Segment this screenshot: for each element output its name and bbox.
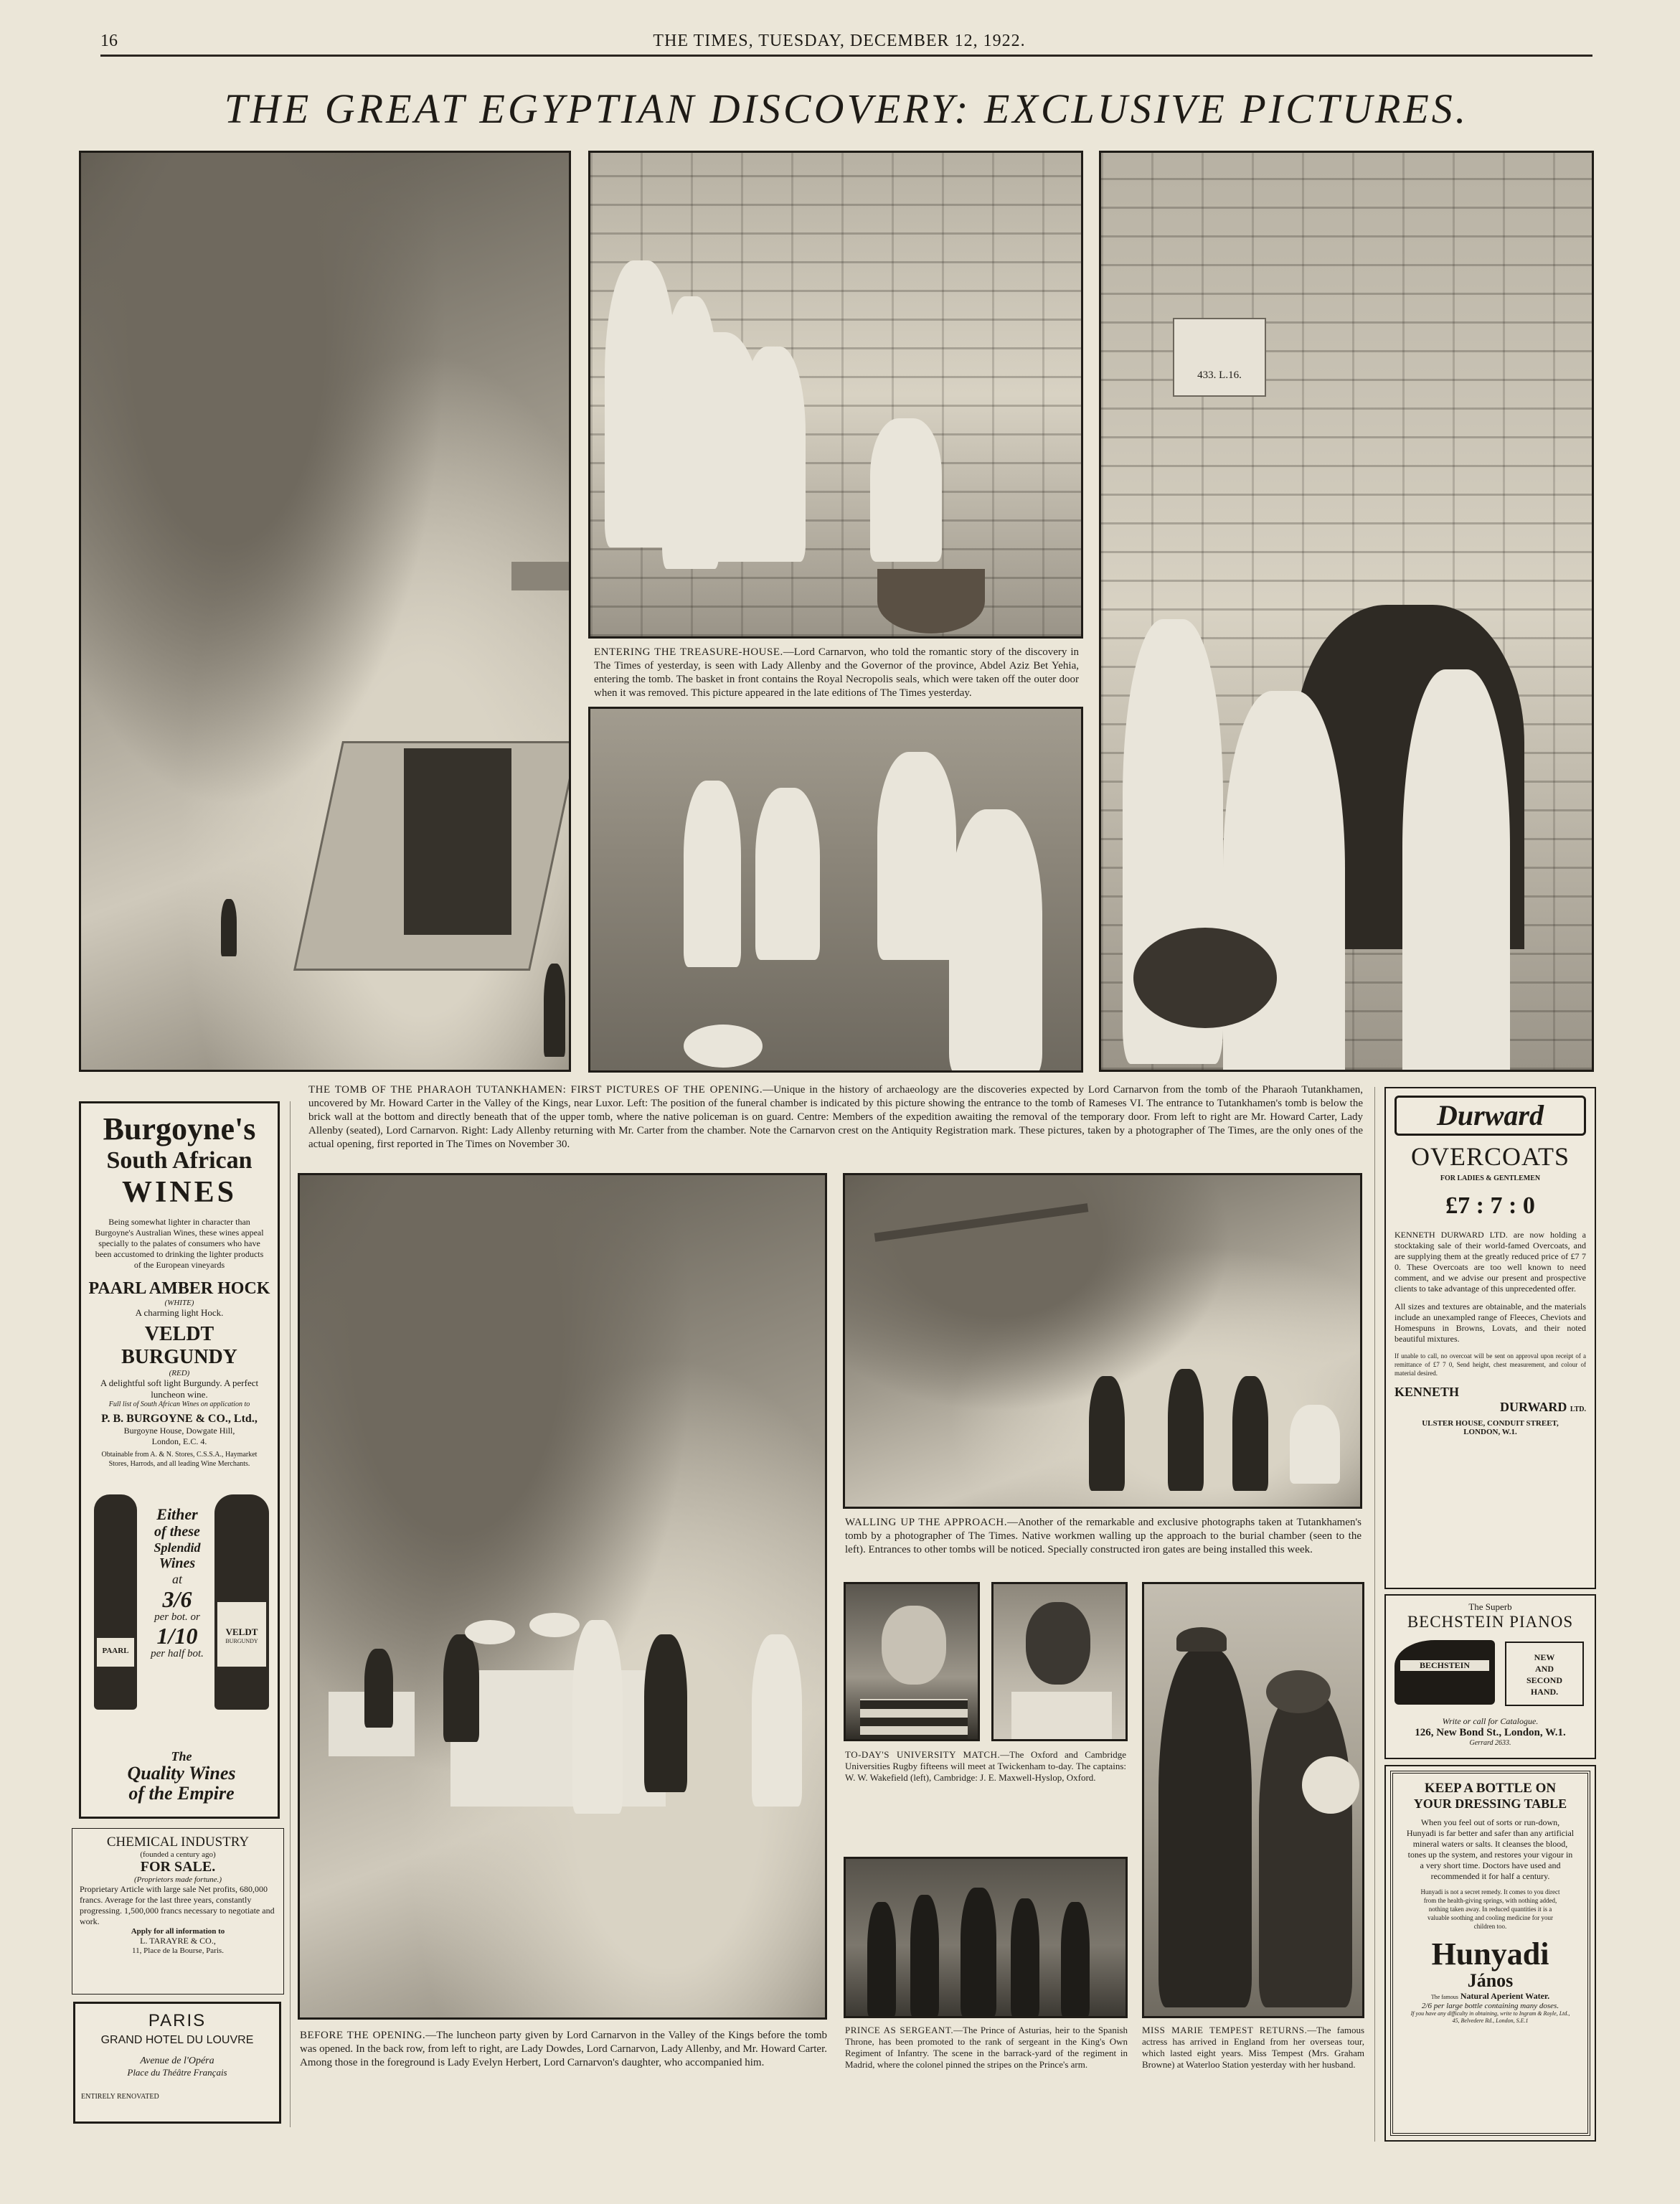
durward-address2: LONDON, W.1. — [1463, 1428, 1517, 1436]
column-rule-right — [1374, 1087, 1375, 2142]
durward-body2: All sizes and textures are obtainable, and the materials include an unexampled range of Fleeces, Cheviots and Homespuns in Browns, Lovats, and their noted beautiful mixtures. — [1395, 1301, 1586, 1344]
photo-maxwell-hyslop — [991, 1582, 1128, 1741]
caption-tempest — [1142, 2025, 1364, 2071]
bechstein-stamp — [1505, 1642, 1584, 1706]
caption-before-lead: BEFORE THE OPENING. — [300, 2030, 426, 2041]
burgoyne-address: Burgoyne House, Dowgate Hill, London, E.C. 4. — [123, 1426, 235, 1446]
burgoyne-slogan2: Quality Wines — [127, 1763, 236, 1784]
burgoyne-price1: 3/6 — [162, 1586, 192, 1612]
ad-burgoyne — [79, 1101, 280, 1819]
burgoyne-brand: Burgoyne's — [103, 1111, 256, 1146]
chemical-body: Proprietary Article with large sale Net profits, 680,000 francs. Average for the last three years, constantly progressing. 1,500,000 francs necessary to negotiate and work. — [80, 1884, 275, 1926]
bottle-veldt-label — [217, 1602, 266, 1667]
hunyadi-body1: When you feel out of sorts or run-down, Hunyadi is far better and safer than any artificial mineral waters or salts. It cleanses the blood, tones up the system, and restores your vigour in a very short time. Doctors have used and recommended it for half a century. — [1406, 1817, 1575, 1881]
headline: THE GREAT EGYPTIAN DISCOVERY: EXCLUSIVE PICTURES. — [224, 85, 1469, 132]
durward-brand: Durward — [1395, 1096, 1586, 1136]
durward-body3: If unable to call, no overcoat will be sent on approval upon receipt of a remittance of £7 7 0, Send height, chest measurement, and colour of material desired. — [1395, 1352, 1586, 1377]
page-number: 16 — [100, 32, 118, 50]
burgoyne-price1-unit: per bot. or — [154, 1611, 200, 1623]
bechstein-plate: BECHSTEIN — [1400, 1660, 1489, 1671]
louvre-hotel: GRAND HOTEL DU LOUVRE — [100, 2034, 254, 2046]
caption-prince-body: —The Prince of Asturias, heir to the Spanish Throne, has been promoted to the rank of sergeant in the King's Own Regiment of Infantry. The scene in the barrack-yard of the regiment in Madrid, where the colonel pinned the stripes on the Prince's arm. — [845, 2025, 1128, 2070]
burgoyne-wine1-desc: A charming light Hock. — [135, 1307, 224, 1318]
burgoyne-company: P. B. BURGOYNE & CO., Ltd., — [101, 1413, 258, 1425]
ad-hunyadi — [1384, 1765, 1596, 2142]
bechstein-stamp2: AND — [1535, 1664, 1554, 1674]
durward-signature2: DURWARD — [1499, 1400, 1567, 1414]
photo-rameses-entrance — [79, 151, 571, 1072]
bechstein-stamp3: SECOND — [1526, 1675, 1562, 1685]
burgoyne-offer3: Splendid — [154, 1540, 201, 1555]
caption-prince — [845, 2025, 1128, 2071]
chemical-apply: Apply for all information to — [131, 1927, 225, 1936]
burgoyne-offer2: of these — [154, 1524, 200, 1540]
ad-durward — [1384, 1087, 1596, 1589]
caption-tomb-lead: THE TOMB OF THE PHARAOH TUTANKHAMEN: FIRST PICTURES OF THE OPENING. — [308, 1084, 763, 1096]
burgoyne-offer4: Wines — [159, 1555, 196, 1571]
bottle-paarl — [94, 1494, 137, 1710]
hunyadi-brand2: János — [1467, 1970, 1514, 1991]
chemical-sale: FOR SALE. — [140, 1859, 216, 1875]
durward-price: £7 : 7 : 0 — [1445, 1192, 1535, 1219]
masthead-rule — [100, 55, 1592, 57]
caption-entering-body: —Lord Carnarvon, who told the romantic story of the discovery in The Times of yesterday, is seen with Lady Allenby and the Governor of the province, Abdel Aziz Bet Yehia, entering the tomb. The basket in front contains the Royal Necropolis seals, which were taken off the outer door when it was removed. This picture appeared in the late editions of The Times yesterday. — [594, 646, 1080, 699]
burgoyne-slogan1: The — [171, 1749, 192, 1763]
caption-walling-lead: WALLING UP THE APPROACH. — [845, 1517, 1007, 1528]
caption-university-body: —The Oxford and Cambridge Universities Rugby fifteens will meet at Twickenham to-day. The captains: W. W. Wakefield (left), Cambridge: J. E. Maxwell-Hyslop, Oxford. — [845, 1749, 1127, 1783]
photo-prince-sergeant — [844, 1857, 1128, 2018]
caption-university — [845, 1749, 1126, 1784]
dateline: THE TIMES, TUESDAY, DECEMBER 12, 1922. — [653, 32, 1026, 50]
chemical-address: 11, Place de la Bourse, Paris. — [132, 1946, 224, 1955]
burgoyne-stockists: Obtainable from A. & N. Stores, C.S.S.A., Haymarket Stores, Harrods, and all leading Wine Merchants. — [101, 1451, 258, 1468]
durward-address1: ULSTER HOUSE, CONDUIT STREET, — [1422, 1419, 1559, 1428]
hunyadi-brand1: Hunyadi — [1431, 1936, 1549, 1972]
louvre-city: PARIS — [148, 2011, 207, 2030]
louvre-note: ENTIRELY RENOVATED — [81, 2093, 159, 2101]
burgoyne-wine2-note: (RED) — [169, 1369, 190, 1378]
caption-walling — [845, 1516, 1362, 1557]
bottle-paarl-label: PAARL — [97, 1638, 134, 1667]
bechstein-phone: Gerrard 2633. — [1469, 1739, 1511, 1747]
durward-for: FOR LADIES & GENTLEMEN — [1440, 1174, 1541, 1182]
photo-marie-tempest — [1142, 1582, 1364, 2018]
louvre-address1: Avenue de l'Opéra — [140, 2055, 214, 2066]
durward-product: OVERCOATS — [1410, 1142, 1570, 1171]
caption-walling-body: —Another of the remarkable and exclusive photographs taken at Tutankhamen's tomb by a photographer of The Times. Native workmen walling up the approach to the burial chamber (seen to the left). Entrances to other tombs will be noticed. Specially constructed iron gates are being installed this week. — [845, 1517, 1362, 1555]
caption-tomb-body: —Unique in the history of archaeology are the discoveries expected by Lord Carnarvon from the tomb of the Pharaoh Tutankhamen, uncovered by Mr. Howard Carter in the Valley of the Kings, near Luxor. Left: The position of the funeral chamber is indicated by this picture showing the entrance to the tomb of Rameses VI. The entrance to Tutankhamen's tomb is below the brick wall at the bottom and directly beneath that of the upper tomb, where the native policeman is on guard. Centre: Members of the expedition awaiting the removal of the temporary door. From left to right are Mr. Howard Carter, Lady Allenby (seated), Lord Carnarvon. Right: Lady Allenby returning with Mr. Carter from the chamber. Note the Carnarvon crest on the Antiquity Registration mark. These pictures, taken by a photographer of The Times, are the only ones of the actual opening, first reported in The Times on November 30. — [308, 1084, 1364, 1150]
burgoyne-intro: Being somewhat lighter in character than Burgoyne's Australian Wines, these wines appeal specially to the palates of consumers who have been accustomed to drinking the lighter products of the European vineyards — [95, 1217, 264, 1270]
burgoyne-line3: WINES — [121, 1176, 237, 1209]
durward-body1: KENNETH DURWARD LTD. are now holding a stocktaking sale of their world-famed Overcoats, and are supplying them at the greatly reduced price of £7 7 0. These Overcoats are too well known to need comment, and we advise our present and prospective clients to take advantage of this unprecedented offer. — [1395, 1230, 1586, 1294]
hunyadi-distributor: If you have any difficulty in obtaining, write to Ingram & Royle, Ltd., 45, Belvedere Rd., London, S.E.1 — [1410, 2010, 1570, 2024]
burgoyne-wine2-desc: A delightful soft light Burgundy. A perfect luncheon wine. — [100, 1378, 259, 1400]
burgoyne-price2: 1/10 — [156, 1623, 198, 1649]
burgoyne-price2-unit: per half bot. — [151, 1648, 204, 1659]
chemical-title: CHEMICAL INDUSTRY — [106, 1835, 250, 1850]
hunyadi-headline1: KEEP A BOTTLE ON — [1424, 1781, 1557, 1796]
photo-walling-up — [843, 1173, 1362, 1509]
burgoyne-offer5: at — [171, 1572, 182, 1586]
hunyadi-headline2: YOUR DRESSING TABLE — [1413, 1796, 1567, 1811]
louvre-address2: Place du Théâtre Français — [127, 2067, 227, 2078]
ad-hotel-louvre — [73, 2002, 281, 2124]
burgoyne-list-note: Full list of South African Wines on application to — [108, 1400, 250, 1408]
bechstein-write: Write or call for Catalogue. — [1442, 1716, 1539, 1726]
hunyadi-price-note: 2/6 per large bottle containing many doses. — [1421, 2002, 1559, 2010]
caption-before-opening — [300, 2029, 827, 2070]
chemical-founded: (founded a century ago) — [140, 1850, 216, 1859]
bottle-veldt-label-name: VELDT — [225, 1626, 258, 1637]
caption-entering — [594, 646, 1079, 700]
ad-chemical-industry — [72, 1828, 284, 1995]
caption-tempest-body: —The famous actress has arrived in England from her overseas tour, which lasted eight years. Miss Tempest (Mrs. Graham Browne) at Waterloo Station yesterday with her husband. — [1142, 2025, 1365, 2070]
burgoyne-wine1-note: (WHITE) — [164, 1299, 194, 1307]
bechstein-stamp1: NEW — [1534, 1652, 1555, 1662]
ad-bechstein — [1384, 1594, 1596, 1759]
photo-entering-treasure-house — [588, 151, 1083, 639]
caption-prince-lead: PRINCE AS SERGEANT. — [845, 2025, 954, 2035]
photo-lady-allenby-returning — [1099, 151, 1594, 1072]
caption-tomb — [308, 1083, 1363, 1152]
piano-icon — [1395, 1640, 1495, 1705]
hunyadi-body2: Hunyadi is not a secret remedy. It comes to you direct from the health-giving springs, with nothing added, nothing taken away. In reduced quantities it is a valuable soothing and cooling medicine for your children too. — [1420, 1888, 1560, 1930]
caption-university-lead: TO-DAY'S UNIVERSITY MATCH. — [845, 1749, 1001, 1760]
caption-before-body: —The luncheon party given by Lord Carnarvon in the Valley of the Kings before the tomb was opened. In the back row, from left to right, are Lady Dowdes, Lord Carnarvon, Lady Allenby, and Mr. Howard Carter. Among those in the foreground is Lady Evelyn Herbert, Lord Carnarvon's daughter, who accompanied him. — [300, 2030, 827, 2068]
caption-tempest-lead: MISS MARIE TEMPEST RETURNS. — [1142, 2025, 1308, 2035]
hunyadi-tagline: Natural Aperient Water. — [1460, 1991, 1550, 2001]
bechstein-title: BECHSTEIN PIANOS — [1407, 1613, 1574, 1631]
durward-signature1: KENNETH — [1395, 1385, 1460, 1399]
caption-entering-lead: ENTERING THE TREASURE-HOUSE. — [594, 646, 783, 658]
burgoyne-wine1-name: PAARL AMBER HOCK — [88, 1279, 270, 1298]
hunyadi-tagline-pre: The famous — [1430, 1994, 1458, 2000]
burgoyne-wine2-name: VELDT BURGUNDY — [121, 1323, 237, 1368]
chemical-contact: L. TARAYRE & CO., — [140, 1936, 216, 1946]
column-rule-left — [290, 1101, 291, 2127]
bechstein-intro: The Superb — [1468, 1601, 1512, 1612]
durward-signature-suffix: LTD. — [1570, 1405, 1586, 1413]
registration-mark: 433. L.16. — [1173, 318, 1266, 397]
burgoyne-offer1: Either — [156, 1505, 198, 1523]
photo-members-awaiting — [588, 707, 1083, 1073]
photo-wakefield — [844, 1582, 980, 1741]
bechstein-stamp4: HAND. — [1530, 1687, 1559, 1697]
photo-before-opening — [298, 1173, 827, 2020]
bottle-veldt-label-sub: BURGUNDY — [225, 1638, 258, 1644]
chemical-fortune: (Proprietors made fortune.) — [133, 1875, 222, 1884]
bechstein-address: 126, New Bond St., London, W.1. — [1415, 1727, 1566, 1738]
burgoyne-line2: South African — [106, 1147, 253, 1174]
bottle-veldt — [214, 1494, 269, 1710]
burgoyne-slogan3: of the Empire — [128, 1783, 235, 1804]
